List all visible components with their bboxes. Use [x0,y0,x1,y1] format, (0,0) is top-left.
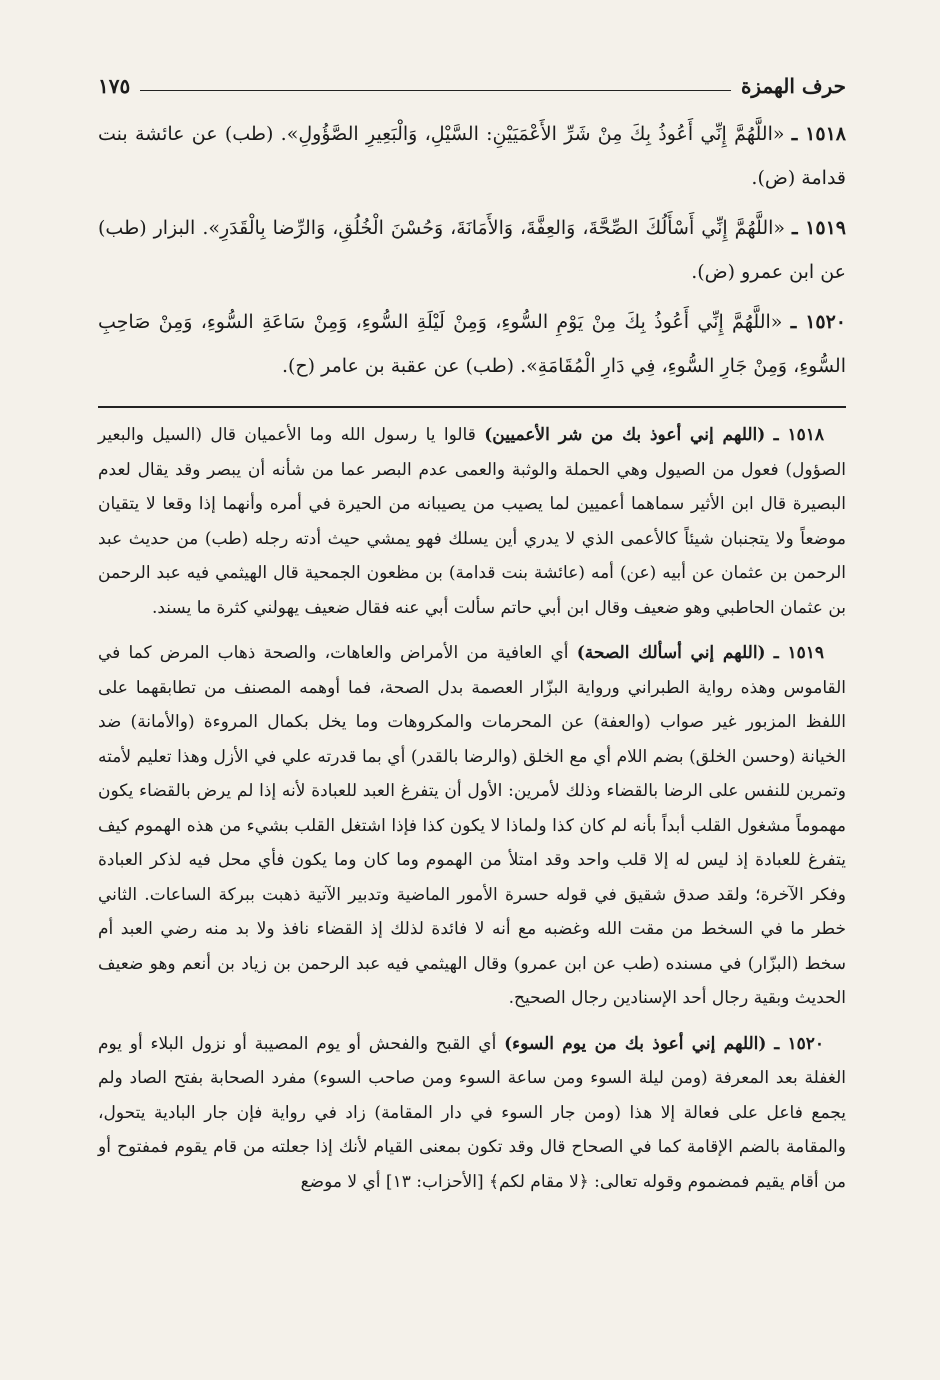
hadith-number: ١٥١٩ ـ [792,217,846,239]
hadith-entry [98,300,846,388]
section-divider [98,406,846,408]
chapter-title: حرف الهمزة [740,74,846,98]
commentary-number: ١٥١٨ ـ [773,425,824,445]
page-number: ١٧٥ [98,74,131,98]
hadith-text: «اللَّهُمَّ إِنِّي أَسْأَلُكَ الصِّحَّةَ، وَالعِفَّةَ، وَالأَمَانَةَ، وَحُسْنَ الْخُلُقِ، وَالرِّضا بِالْقَدَرِ». البزار (طب) عن ابن عمرو (ض). [98,217,846,283]
commentary-section [98,418,846,1199]
commentary-entry [98,1027,846,1200]
hadith-text: «اللَّهُمَّ إِنِّي أَعُوذُ بِكَ مِنْ شَرِّ الأَعْمَيَيْنِ: السَّيْلِ، وَالْبَعِيرِ الصَّؤُولِ». (طب) عن عائشة بنت قدامة (ض). [98,123,846,189]
commentary-entry [98,418,846,625]
commentary-text: أي العافية من الأمراض والعاهات، والصحة ذهاب المرض كما في القاموس وهذه رواية الطبراني ورواية البزّار العصمة بدل الصحة، فما أوهمه المصنف من تطابقهما على اللفظ المزبور غير صواب (والعفة) عن المحرمات والمكروهات وما يخل بكمال المروءة (والأمانة) ضد الخيانة (وحسن الخلق) بضم اللام أي مع الخلق (والرضا بالقدر) أي بما قدرته علي في الأزل وهذا تعليم لأمته وتمرين للنفس على الرضا بالقضاء وذلك لأمرين: الأول أن يتفرغ العبد للعبادة لأنه إذا لم يرض بالقضاء يكون مهموماً مشغول القلب أبداً بأنه لم كان كذا ولماذا لا يكون كذا فإذا اشتغل القلب بشيء من هذه الهموم كيف يتفرغ للعبادة إذ ليس له إلا قلب واحد وقد امتلأ من الهموم وما كان وما يكون فأي محل فيه لذكر العبادة وفكر الآخرة؛ ولقد صدق شقيق في قوله حسرة الأمور الماضية وتدبير الآتية ذهبت ببركة الساعات. الثاني خطر ما في السخط من مقت الله وغضبه مع أنه لا فائدة لذلك إذ القضاء نافذ ولا بد منه رضي العبد أم سخط (البزّار) في مسنده (طب عن ابن عمرو) وقال الهيثمي فيه عبد الرحمن بن زياد بن أنعم وهو ضعيف الحديث وبقية رجال أحد الإسنادين رجال الصحيح. [98,643,846,1008]
commentary-entry [98,636,846,1016]
commentary-lead: (اللهم إني أعوذ بك من شر الأعميين) [484,425,766,445]
hadith-entry [98,206,846,294]
commentary-text: قالوا يا رسول الله وما الأعميان قال (السيل والبعير الصؤول) فعول من الصيول وهي الحملة والوثبة والعمى عدم البصر عما من شأنه أن يبصر وقد يقال لعدم البصيرة قال ابن الأثير سماهما أعميين لما يصيب من يصيبانه من الحيرة في أمره وأنهما إذا وقعا لا يتقيان موضعاً ولا يتجنبان شيئاً كالأعمى الذي لا يدري أين يسلك فهو يمشي حيث أدته رجله (طب) من حديث عبد الرحمن بن عثمان عن أبيه (عن) أمه (عائشة بنت قدامة) بن مظعون الجمحية قال الهيثمي فيه عبد الرحمن بن عثمان الحاطبي وهو ضعيف وقال ابن أبي حاتم سألت أبي عنه فقال ضعيف يهولني كثرة ما يسند. [98,425,846,618]
hadith-text-section [98,112,846,388]
header-rule [140,90,731,91]
page-header [98,62,846,98]
commentary-number: ١٥٢٠ ـ [774,1033,824,1054]
book-page [98,62,846,1342]
commentary-lead: (اللهم إني أسألك الصحة) [576,643,766,663]
commentary-text: أي القبح والفحش أو يوم المصيبة أو نزول البلاء أو يوم الغفلة بعد المعرفة (ومن ليلة السوء ومن ساعة السوء ومن صاحب السوء) مفرد الصحابة بفتح الصاد ولم يجمع فاعل على فعالة إلا هذا (ومن جار السوء في دار المقامة) زاد في رواية فإن جار البادية يتحول، والمقامة بالضم الإقامة كما في الصحاح قال وقد تكون بمعنى القيام لأنك إذا جعلته من قام يقوم فمفتوح أو من أقام يقيم فمضموم وقوله تعالى: ﴿لا مقام لكم﴾ [الأحزاب: ١٣] أي لا موضع [98,1033,846,1192]
hadith-entry [98,112,846,200]
hadith-number: ١٥١٨ ـ [791,123,846,145]
commentary-lead: (اللهم إني أعوذ بك من يوم السوء) [504,1033,767,1054]
hadith-text: «اللَّهُمَّ إِنِّي أَعُوذُ بِكَ مِنْ يَوْمِ السُّوءِ، وَمِنْ لَيْلَةِ السُّوءِ، وَمِنْ سَاعَةِ السُّوءِ، وَمِنْ صَاحِبِ السُّوءِ، وَمِنْ جَارِ السُّوءِ، فِي دَارِ الْمُقَامَةِ». (طب) عن عقبة بن عامر (ح). [98,311,846,377]
commentary-number: ١٥١٩ ـ [773,643,825,663]
hadith-number: ١٥٢٠ ـ [790,311,847,333]
